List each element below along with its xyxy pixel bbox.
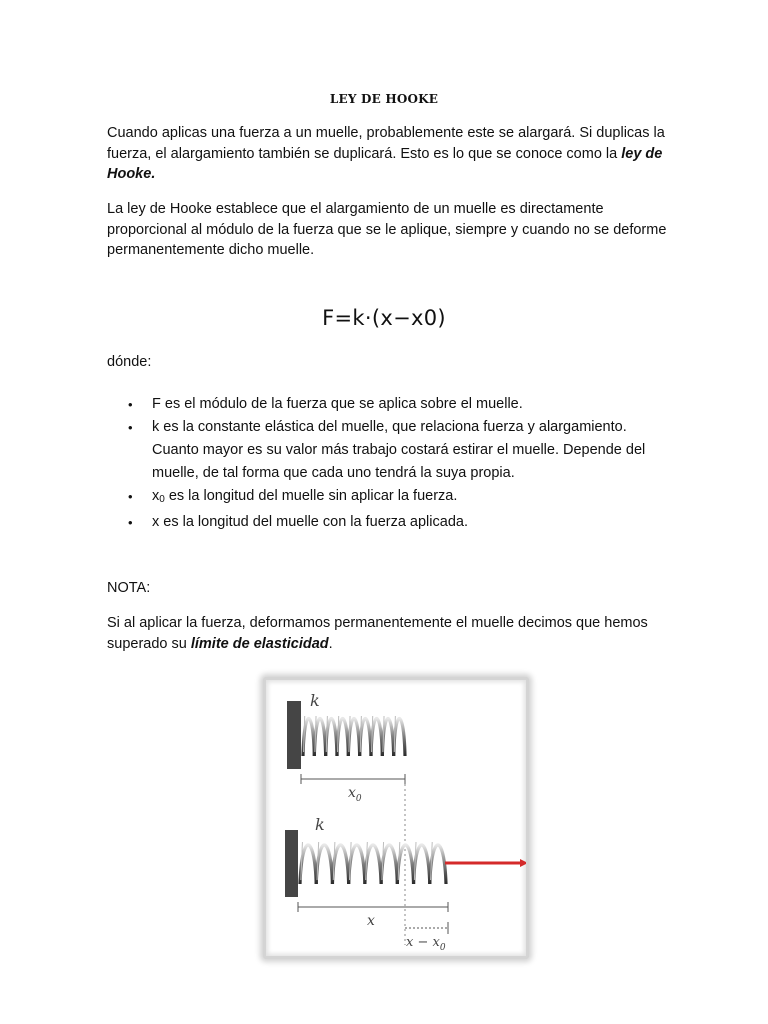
statement-paragraph: La ley de Hooke establece que el alargamiento de un muelle es directamente proporcional al módulo de la fuerza que se le aplique, siempre y cuando no se deforme permanentemente dicho muelle.	[107, 201, 667, 258]
x-label: x	[367, 913, 375, 929]
note-label: NOTA:	[107, 580, 151, 596]
dx-label-sub: 0	[439, 943, 446, 953]
definition-x0	[107, 485, 667, 511]
note-end: .	[328, 635, 333, 652]
intro-paragraph	[107, 123, 667, 185]
definition-k	[107, 416, 667, 485]
dx-label	[406, 935, 446, 953]
definition-k-text: k es la constante elástica del muelle, que relaciona fuerza y alargamiento. Cuanto mayor es su valor más trabajo costará estirar el muelle. Depende del muelle, de tal forma que cada uno tendrá la suya propia.	[152, 419, 646, 481]
note-emphasis: límite de elasticidad	[190, 635, 329, 652]
x0-label-main: x	[348, 785, 356, 801]
force-arrow-head	[520, 859, 526, 867]
definition-x-text: x es la longitud del muelle con la fuerza aplicada.	[152, 514, 468, 530]
k-top-label: k	[310, 691, 320, 710]
definition-x	[107, 511, 667, 534]
x0-label	[348, 785, 362, 804]
intro-text: Cuando aplicas una fuerza a un muelle, probablemente este se alargará. Si duplicas la fuerza, el alargamiento también se duplicará. Esto es lo que se conoce como la	[107, 125, 665, 162]
definition-x0-subscript: 0	[159, 494, 165, 505]
spring-bottom-coil	[300, 842, 446, 884]
spring-diagram	[266, 680, 526, 956]
wall-top	[287, 701, 301, 769]
k-bottom-label: k	[315, 815, 325, 834]
spring-figure	[263, 677, 529, 959]
definition-x0-text: es la longitud del muelle sin aplicar la fuerza.	[164, 488, 458, 504]
definition-f	[107, 393, 667, 416]
note-paragraph	[107, 613, 667, 654]
wall-bottom	[285, 830, 298, 897]
note-text: Si al aplicar la fuerza, deformamos permanentemente el muelle decimos que hemos superado su	[107, 615, 648, 652]
spring-top-coil	[303, 716, 405, 756]
x0-label-sub: 0	[355, 794, 362, 804]
definition-x0-symbol: x	[152, 488, 160, 504]
page-title: LEY DE HOOKE	[329, 92, 439, 106]
hooke-formula: F=k·(x−x0)	[322, 306, 446, 330]
definition-f-text: F es el módulo de la fuerza que se aplica sobre el muelle.	[152, 396, 523, 412]
dx-label-main: x − x	[406, 935, 440, 950]
definitions-list	[107, 393, 667, 534]
where-label: dónde:	[107, 354, 152, 370]
intro-emphasis: ley de Hooke.	[107, 145, 663, 182]
